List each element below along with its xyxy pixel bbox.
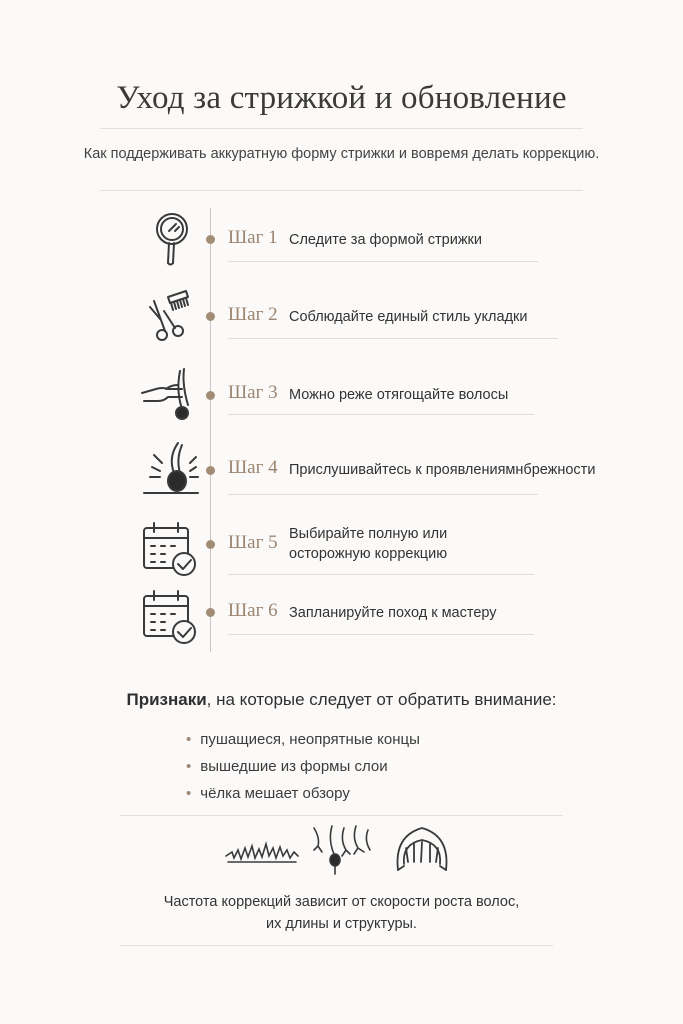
- step-2-dot: [206, 312, 215, 321]
- step-1-text: Следите за формой стрижки: [289, 232, 482, 248]
- frizzy-ends-icon: [224, 832, 300, 872]
- step-6-dot: [206, 608, 215, 617]
- step-3-dot: [206, 391, 215, 400]
- bottom-icons-row: [210, 822, 470, 878]
- hair-strands-icon: [310, 824, 374, 876]
- step-3-divider: [228, 414, 534, 415]
- footer-divider: [120, 945, 553, 946]
- footer-line-1: Частота коррекций зависит от скорости роста волос,: [163, 894, 520, 910]
- step-3-text: Можно реже отягощайте волосы: [289, 387, 509, 403]
- hand-hair-icon: [138, 361, 202, 425]
- step-6-label: Шаг 6: [228, 600, 278, 621]
- title-divider: [100, 128, 583, 129]
- step-5: [0, 512, 683, 582]
- step-6-divider: [228, 634, 534, 635]
- step-2-label: Шаг 2: [228, 304, 278, 325]
- step-2-text: Соблюдайте единый стиль укладки: [289, 309, 528, 325]
- signs-heading-bold: Признаки: [126, 690, 207, 709]
- step-1-divider: [228, 261, 538, 262]
- step-4-label: Шаг 4: [228, 457, 278, 478]
- calendar-check-icon: [138, 586, 202, 650]
- step-5-text: Выбирайте полную или осторожную коррекцию: [289, 526, 448, 562]
- hand-mirror-icon: [138, 205, 202, 269]
- signs-divider: [120, 815, 563, 816]
- calendar-check-icon: [138, 518, 202, 582]
- step-3: [0, 361, 683, 431]
- step-4-divider: [228, 494, 538, 495]
- signs-list-item: • чёлка мешает обзору: [186, 780, 420, 807]
- step-6-text: Запланируйте поход к мастеру: [289, 605, 497, 621]
- scissors-comb-icon: [138, 283, 202, 347]
- bangs-head-icon: [390, 822, 454, 876]
- hair-follicle-icon: [138, 437, 202, 501]
- step-4-text: Прислушивайтесь к проявлениямнбрежности: [289, 462, 596, 478]
- step-5-label: Шаг 5: [228, 532, 278, 553]
- page-title: Уход за стрижкой и обновление: [116, 80, 567, 116]
- step-1-dot: [206, 235, 215, 244]
- step-1: [0, 205, 683, 275]
- step-5-divider: [228, 574, 534, 575]
- signs-heading: [0, 690, 683, 710]
- signs-list-item: • пушащиеся, неопрятные концы: [186, 726, 420, 753]
- footer-line-2: их длины и структуры.: [266, 916, 417, 932]
- step-4-dot: [206, 466, 215, 475]
- subtitle-divider: [100, 190, 583, 191]
- step-4: [0, 437, 683, 507]
- step-3-label: Шаг 3: [228, 382, 278, 403]
- step-1-label: Шаг 1: [228, 227, 278, 248]
- signs-list-item: • вышедшие из формы слои: [186, 753, 420, 780]
- step-5-dot: [206, 540, 215, 549]
- footer-note: [60, 891, 623, 935]
- page-subtitle: Как поддерживать аккуратную форму стрижки и вовремя делать коррекцию.: [83, 146, 600, 162]
- signs-list: [186, 726, 420, 807]
- signs-heading-rest: , на которые следует от обратить внимание:: [206, 690, 557, 709]
- step-6: [0, 582, 683, 652]
- step-2: [0, 283, 683, 353]
- step-2-divider: [228, 338, 558, 339]
